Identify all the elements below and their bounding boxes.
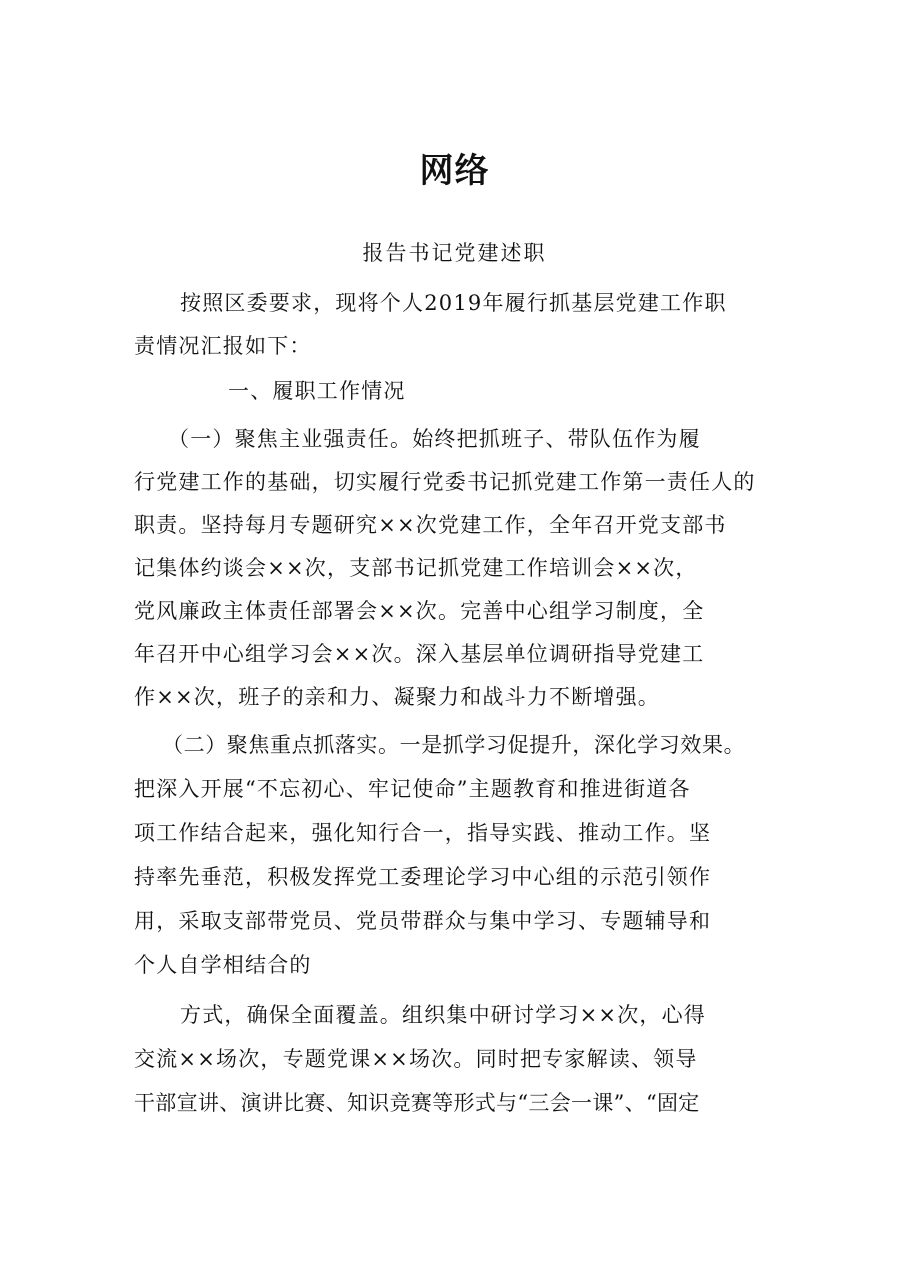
body-line: 方式，确保全面覆盖。组织集中研讨学习××次，心得 xyxy=(180,1003,706,1027)
body-line: 党风廉政主体责任部署会××次。完善中心组学习制度，全 xyxy=(134,599,705,623)
body-line: 年召开中心组学习会××次。深入基层单位调研指导党建工 xyxy=(134,642,705,666)
body-line: 用，采取支部带党员、党员带群众与集中学习、专题辅导和 xyxy=(134,909,712,933)
section-heading: 一、履职工作情况 xyxy=(228,379,406,403)
body-line: 项工作结合起来，强化知行合一，指导实践、推动工作。坚 xyxy=(134,821,712,845)
body-line: 作××次，班子的亲和力、凝聚力和战斗力不断增强。 xyxy=(134,685,660,709)
document-subtitle: 报告书记党建述职 xyxy=(362,241,547,265)
body-line: 干部宣讲、演讲比赛、知识竞赛等形式与“三会一课”、“固定 xyxy=(134,1091,700,1115)
body-line: 交流××场次，专题党课××场次。同时把专家解读、领导 xyxy=(134,1047,698,1071)
body-line: 把深入开展“不忘初心、牢记使命”主题教育和推进街道各 xyxy=(134,777,691,801)
body-line: 职责。坚持每月专题研究××次党建工作，全年召开党支部书 xyxy=(134,513,727,537)
body-line: 责情况汇报如下： xyxy=(134,334,312,358)
body-line: 持率先垂范，积极发挥党工委理论学习中心组的示范引领作 xyxy=(134,865,712,889)
body-line: （一）聚焦主业强责任。始终把抓班子、带队伍作为履 xyxy=(168,427,701,451)
body-line: 按照区委要求，现将个人2019年履行抓基层党建工作职 xyxy=(180,291,727,315)
document-title: 网络 xyxy=(419,151,490,191)
body-line: 个人自学相结合的 xyxy=(134,953,312,977)
body-line: 行党建工作的基础，切实履行党委书记抓党建工作第一责任人的 xyxy=(134,470,756,494)
body-line: 记集体约谈会××次，支部书记抓党建工作培训会××次， xyxy=(134,556,698,580)
body-line: （二）聚焦重点抓落实。一是抓学习促提升，深化学习效果。 xyxy=(162,733,746,757)
